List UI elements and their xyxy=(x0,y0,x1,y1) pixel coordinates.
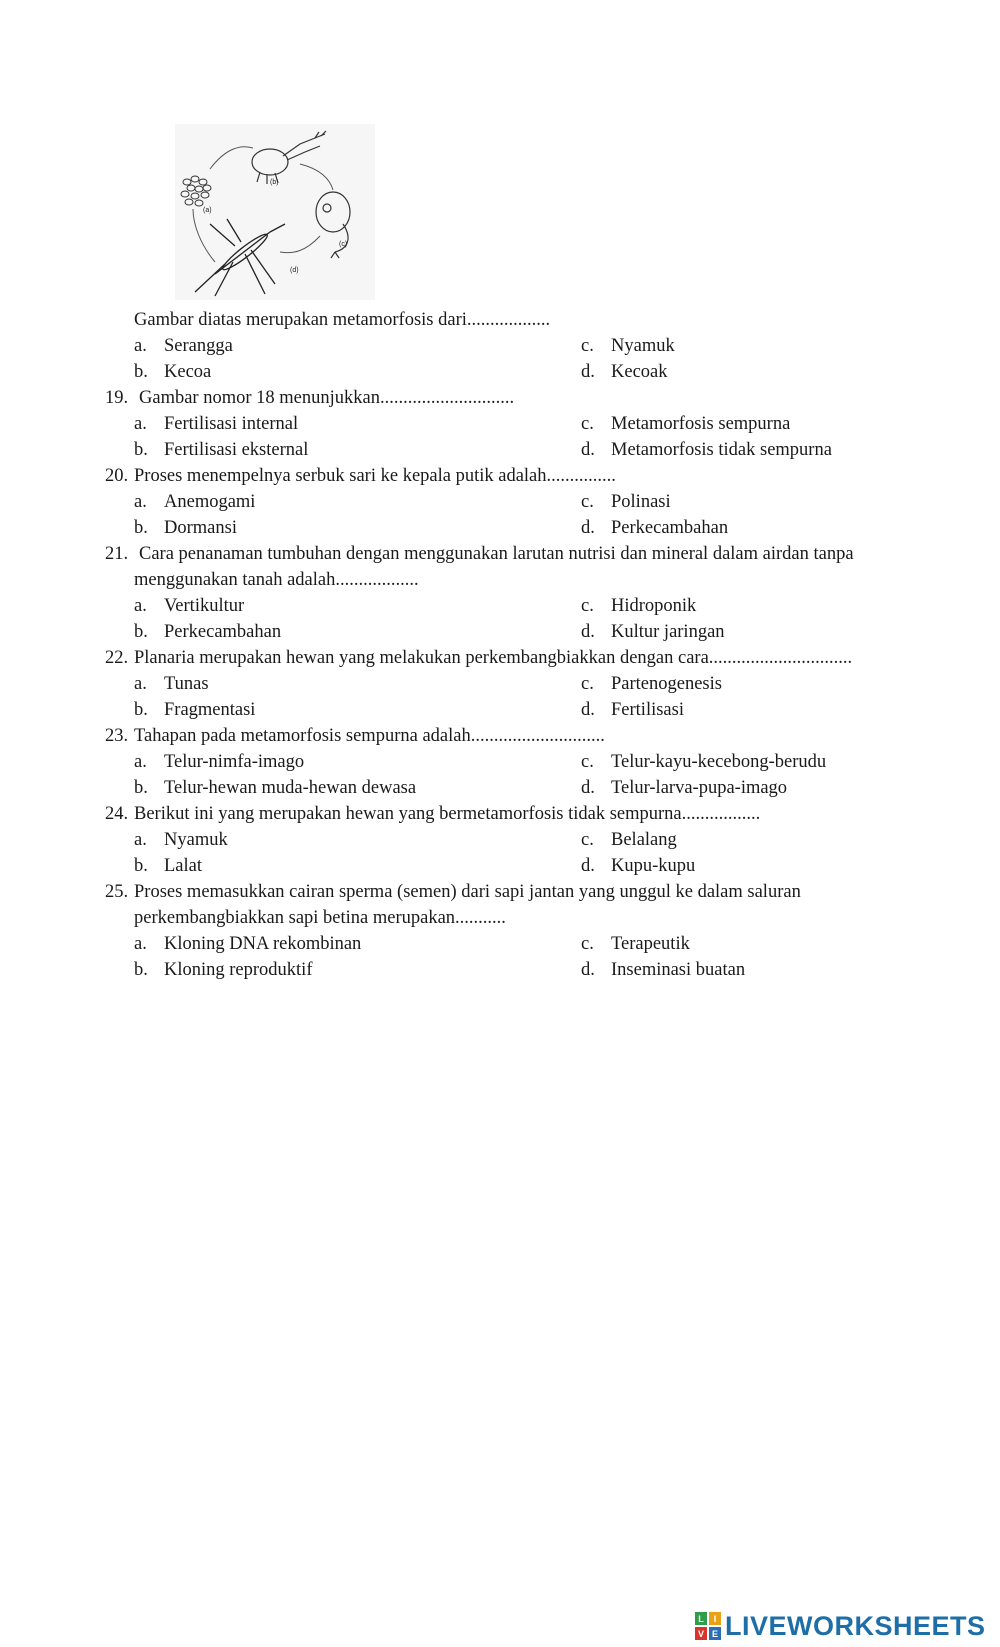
option-letter: b. xyxy=(134,622,148,642)
option-letter: a. xyxy=(134,934,147,954)
option-text: Terapeutik xyxy=(611,934,690,954)
logo-letter: L xyxy=(698,1614,704,1624)
option-text: Belalang xyxy=(611,830,677,850)
option-text: Metamorfosis tidak sempurna xyxy=(611,440,832,460)
option-row xyxy=(0,671,1000,697)
option-letter: b. xyxy=(134,778,148,798)
question-21-text-line1: Cara penanaman tumbuhan dengan menggunakan larutan nutrisi dan mineral dalam airdan tanpa xyxy=(139,544,854,564)
option-text: Kupu-kupu xyxy=(611,856,696,876)
option-text: Serangga xyxy=(164,336,233,356)
label-d: (d) xyxy=(290,267,299,274)
option-letter: c. xyxy=(581,752,594,772)
label-a: (a) xyxy=(203,207,212,214)
option-row xyxy=(0,359,1000,385)
question-number: 21. xyxy=(105,544,129,564)
option-letter: a. xyxy=(134,674,147,694)
option-letter: b. xyxy=(134,700,148,720)
option-text: Partenogenesis xyxy=(611,674,722,694)
question-20-text: Proses menempelnya serbuk sari ke kepala putik adalah............... xyxy=(134,466,616,486)
option-text: Fragmentasi xyxy=(164,700,256,720)
question-21-text-line2: menggunakan tanah adalah.................. xyxy=(134,570,419,590)
mosquito-life-cycle-illustration xyxy=(175,124,375,300)
option-letter: d. xyxy=(581,440,595,460)
question-21 xyxy=(0,541,1000,567)
option-letter: b. xyxy=(134,440,148,460)
option-row xyxy=(0,749,1000,775)
question-number: 24. xyxy=(105,804,129,824)
liveworksheets-logo-icon xyxy=(695,1612,721,1640)
option-letter: a. xyxy=(134,596,147,616)
question-18-text: Gambar diatas merupakan metamorfosis dari.................. xyxy=(134,310,551,330)
question-23-text: Tahapan pada metamorfosis sempurna adalah............................. xyxy=(134,726,605,746)
option-text: Vertikultur xyxy=(164,596,245,616)
option-letter: d. xyxy=(581,622,595,642)
option-row xyxy=(0,593,1000,619)
metamorphosis-figure xyxy=(175,124,375,300)
option-text: Nyamuk xyxy=(164,830,228,850)
option-text: Dormansi xyxy=(164,518,237,538)
option-letter: d. xyxy=(581,778,595,798)
question-22-text: Planaria merupakan hewan yang melakukan perkembangbiakkan dengan cara............................... xyxy=(134,648,853,668)
liveworksheets-brand[interactable] xyxy=(695,1608,986,1644)
question-22 xyxy=(0,645,1000,671)
option-text: Kecoak xyxy=(611,362,668,382)
option-row xyxy=(0,411,1000,437)
option-text: Lalat xyxy=(164,856,203,876)
option-letter: d. xyxy=(581,362,595,382)
question-25-text-line1: Proses memasukkan cairan sperma (semen) dari sapi jantan yang unggul ke dalam saluran xyxy=(134,882,801,902)
option-letter: c. xyxy=(581,492,594,512)
option-row xyxy=(0,827,1000,853)
option-text: Perkecambahan xyxy=(164,622,282,642)
logo-letter: E xyxy=(711,1629,719,1639)
option-letter: c. xyxy=(581,596,594,616)
option-letter: d. xyxy=(581,700,595,720)
brand-text: LIVEWORKSHEETS xyxy=(725,1610,986,1641)
option-text: Polinasi xyxy=(611,492,671,512)
option-row xyxy=(0,931,1000,957)
option-letter: b. xyxy=(134,518,148,538)
option-letter: c. xyxy=(581,336,594,356)
option-letter: a. xyxy=(134,414,147,434)
option-text: Kloning reproduktif xyxy=(164,960,313,980)
option-text: Telur-kayu-kecebong-berudu xyxy=(611,752,827,772)
option-row xyxy=(0,775,1000,801)
option-row xyxy=(0,437,1000,463)
option-letter: a. xyxy=(134,492,147,512)
option-text: Kultur jaringan xyxy=(611,622,725,642)
option-letter: c. xyxy=(581,934,594,954)
option-text: Hidroponik xyxy=(611,596,697,616)
option-text: Metamorfosis sempurna xyxy=(611,414,791,434)
question-21-continued xyxy=(0,567,1000,593)
question-25-continued xyxy=(0,905,1000,931)
option-letter: b. xyxy=(134,960,148,980)
question-25 xyxy=(0,879,1000,905)
question-18 xyxy=(0,307,1000,333)
question-23 xyxy=(0,723,1000,749)
option-text: Fertilisasi internal xyxy=(164,414,299,434)
question-19 xyxy=(0,385,1000,411)
option-row xyxy=(0,619,1000,645)
question-number: 25. xyxy=(105,882,129,902)
question-24 xyxy=(0,801,1000,827)
option-row xyxy=(0,697,1000,723)
option-letter: c. xyxy=(581,414,594,434)
option-text: Inseminasi buatan xyxy=(611,960,746,980)
option-row xyxy=(0,853,1000,879)
option-text: Nyamuk xyxy=(611,336,675,356)
option-letter: a. xyxy=(134,336,147,356)
question-number: 23. xyxy=(105,726,129,746)
question-number: 19. xyxy=(105,388,129,408)
option-letter: a. xyxy=(134,830,147,850)
option-text: Kloning DNA rekombinan xyxy=(164,934,362,954)
option-text: Fertilisasi xyxy=(611,700,684,720)
option-text: Telur-larva-pupa-imago xyxy=(611,778,788,798)
option-letter: d. xyxy=(581,856,595,876)
option-letter: b. xyxy=(134,362,148,382)
question-number: 20. xyxy=(105,466,129,486)
option-letter: b. xyxy=(134,856,148,876)
logo-letter: I xyxy=(713,1614,717,1624)
option-letter: d. xyxy=(581,518,595,538)
option-text: Perkecambahan xyxy=(611,518,729,538)
option-row xyxy=(0,489,1000,515)
option-text: Anemogami xyxy=(164,492,256,512)
option-letter: c. xyxy=(581,674,594,694)
option-row xyxy=(0,957,1000,983)
question-24-text: Berikut ini yang merupakan hewan yang bermetamorfosis tidak sempurna................. xyxy=(134,804,761,824)
question-25-text-line2: perkembangbiakkan sapi betina merupakan........... xyxy=(134,908,506,928)
label-b: (b) xyxy=(270,179,279,186)
option-letter: a. xyxy=(134,752,147,772)
option-row xyxy=(0,515,1000,541)
option-text: Kecoa xyxy=(164,362,212,382)
question-number: 22. xyxy=(105,648,129,668)
question-20 xyxy=(0,463,1000,489)
option-text: Fertilisasi eksternal xyxy=(164,440,309,460)
option-text: Telur-nimfa-imago xyxy=(164,752,305,772)
option-letter: d. xyxy=(581,960,595,980)
option-text: Telur-hewan muda-hewan dewasa xyxy=(164,778,417,798)
option-row xyxy=(0,333,1000,359)
option-text: Tunas xyxy=(164,674,209,694)
logo-letter: V xyxy=(697,1629,705,1639)
option-letter: c. xyxy=(581,830,594,850)
label-c: (c) xyxy=(339,241,348,248)
question-19-text: Gambar nomor 18 menunjukkan............................. xyxy=(139,388,515,408)
